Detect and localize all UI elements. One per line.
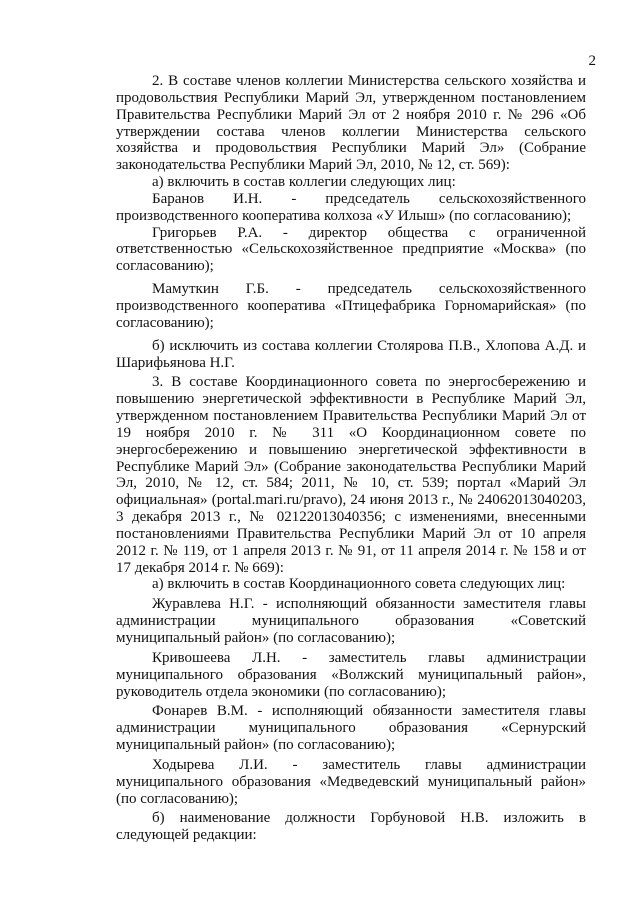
paragraph-fonarev: Фонарев В.М. - исполняющий обязанности заместителя главы администрации муниципального образования «Сернурский муниципальный район» (по согласованию);: [116, 703, 586, 754]
paragraph-baranov: Баранов И.Н. - председатель сельскохозяйственного производственного кооператива колхоза «У Илыш» (по согласованию);: [116, 190, 586, 224]
paragraph-3a-include: а) включить в состав Координационного совета следующих лиц:: [152, 576, 566, 593]
paragraph-2b-exclude: б) исключить из состава коллегии Столярова П.В., Хлопова А.Д. и Шарифьянова Н.Г.: [116, 337, 586, 371]
paragraph-grigoriev: Григорьев Р.А. - директор общества с ограниченной ответственностью «Сельскохозяйственное предприятие «Москва» (по согласованию);: [116, 224, 586, 275]
paragraph-krivosheeva: Кривошеева Л.Н. - заместитель главы администрации муниципального образования «Волжский муниципальный район», руководитель отдела экономики (по согласованию);: [116, 649, 586, 700]
page-number: 2: [588, 53, 596, 69]
paragraph-section-3: 3. В составе Координационного совета по энергосбережению и повышению энергетической эффективности в Республике Марий Эл, утвержденном постановлением Правительства Республики Марий Эл от 19 ноября 2010 г. № 311 «О Координационном совете по энергосбережению и повышению энергетической эффективности в Республике Марий Эл» (Собрание законодательства Республики Марий Эл, 2010, № 12, ст. 584; 2011, № 10, ст. 539; портал «Марий Эл официальная» (portal.mari.ru/pravo), 24 июня 2013 г., № 24062013040203, 3 декабря 2013 г., № 02122013040356; с изменениями, внесенными постановлениями Правительства Республики Марий Эл от 10 апреля 2012 г. № 119, от 1 апреля 2013 г. № 91, от 11 апреля 2014 г. № 158 и от 17 декабря 2014 г. № 669):: [116, 374, 586, 576]
paragraph-zhuravleva: Журавлева Н.Г. - исполняющий обязанности заместителя главы администрации муниципального образования «Советский муниципальный район» (по согласованию);: [116, 596, 586, 646]
paragraph-khodyreva: Ходырева Л.И. - заместитель главы администрации муниципального образования «Медведевский муниципальный район» (по согласованию);: [116, 756, 586, 807]
paragraph-3b-rename: б) наименование должности Горбуновой Н.В. изложить в следующей редакции:: [116, 810, 586, 844]
paragraph-mamutkin: Мамуткин Г.Б. - председатель сельскохозяйственного производственного кооператива «Птицефабрика Горномарийская» (по согласованию);: [116, 281, 586, 331]
paragraph-2a-include: а) включить в состав коллегии следующих лиц:: [152, 174, 456, 191]
paragraph-section-2: 2. В составе членов коллегии Министерства сельского хозяйства и продовольствия Республики Марий Эл, утвержденном постановлением Правительства Республики Марий Эл от 2 ноября 2010 г. № 296 «Об утверждении состава членов коллегии Министерства сельского хозяйства и продовольствия Республики Марий Эл» (Собрание законодательства Республики Марий Эл, 2010, № 12, ст. 569):: [116, 73, 586, 174]
document-body: [116, 73, 586, 844]
